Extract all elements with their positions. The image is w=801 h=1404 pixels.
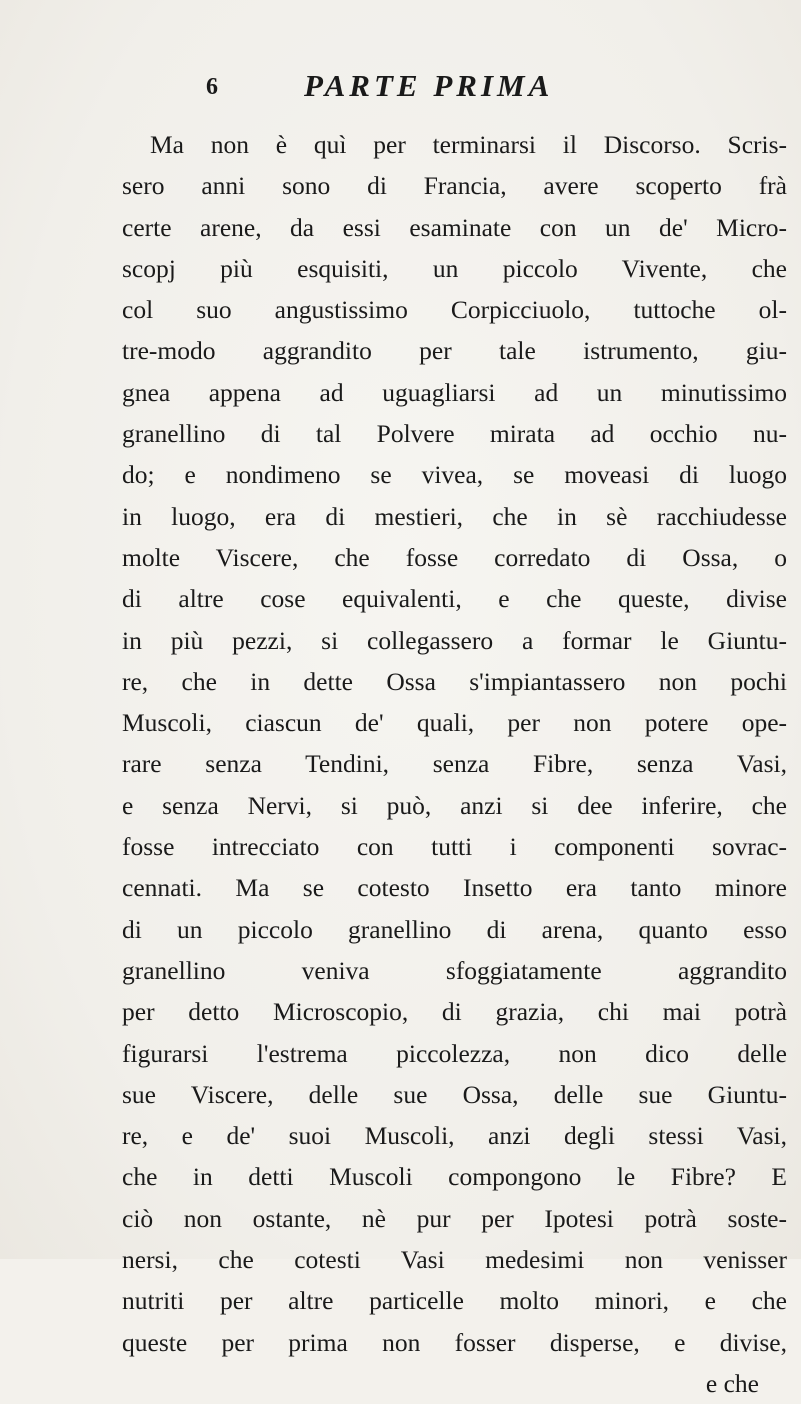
text-line: queste per prima non fosser disperse, e divise, bbox=[122, 1327, 787, 1357]
body-text bbox=[122, 124, 787, 1404]
text-line: re, e de' suoi Muscoli, anzi degli stessi Vasi, bbox=[122, 1121, 787, 1151]
text-line: Muscoli, ciascun de' quali, per non potere ope- bbox=[122, 708, 787, 738]
text-line: in più pezzi, si collegassero a formar le Giuntu- bbox=[122, 625, 787, 655]
page-header bbox=[0, 66, 801, 106]
text-line: do; e nondimeno se vivea, se moveasi di luogo bbox=[122, 460, 787, 490]
text-line: sue Viscere, delle sue Ossa, delle sue Giuntu- bbox=[122, 1079, 787, 1109]
text-line: Ma non è quì per terminarsi il Discorso. Scris- bbox=[150, 130, 787, 159]
text-line: certe arene, da essi esaminate con un de' Micro- bbox=[122, 212, 787, 242]
text-line: tre-modo aggrandito per tale istrumento, giu- bbox=[122, 336, 787, 366]
text-line: granellino di tal Polvere mirata ad occhio nu- bbox=[122, 419, 787, 449]
text-line: sero anni sono di Francia, avere scoperto frà bbox=[122, 171, 787, 201]
text-line: scopj più esquisiti, un piccolo Vivente, che bbox=[122, 253, 787, 283]
page-number: 6 bbox=[206, 74, 218, 100]
text-line: re, che in dette Ossa s'impiantassero non pochi bbox=[122, 666, 787, 696]
text-line: che in detti Muscoli compongono le Fibre? E bbox=[122, 1162, 787, 1192]
text-line: gnea appena ad uguagliarsi ad un minutissimo bbox=[122, 377, 787, 407]
text-line: di altre cose equivalenti, e che queste, divise bbox=[122, 584, 787, 614]
text-line: col suo angustissimo Corpicciuolo, tuttoche ol- bbox=[122, 295, 787, 325]
text-line: ciò non ostante, nè pur per Ipotesi potrà soste- bbox=[122, 1203, 787, 1233]
text-line: e senza Nervi, si può, anzi si dee inferire, che bbox=[122, 790, 787, 820]
text-line: nutriti per altre particelle molto minori, e che bbox=[122, 1286, 787, 1316]
text-line: di un piccolo granellino di arena, quanto esso bbox=[122, 914, 787, 944]
text-line: figurarsi l'estrema piccolezza, non dico delle bbox=[122, 1038, 787, 1068]
text-line: per detto Microscopio, di grazia, chi mai potrà bbox=[122, 997, 787, 1027]
text-line: cennati. Ma se cotesto Insetto era tanto minore bbox=[122, 873, 787, 903]
text-line: granellino veniva sfoggiatamente aggrandito bbox=[122, 955, 787, 985]
text-line: fosse intrecciato con tutti i componenti sovrac- bbox=[122, 832, 787, 862]
running-head: PARTE PRIMA bbox=[304, 68, 554, 103]
text-line: in luogo, era di mestieri, che in sè racchiudesse bbox=[122, 501, 787, 531]
text-line: molte Viscere, che fosse corredato di Ossa, o bbox=[122, 542, 787, 572]
text-line: rare senza Tendini, senza Fibre, senza Vasi, bbox=[122, 749, 787, 779]
catchword: e che bbox=[705, 1368, 759, 1398]
text-line: nersi, che cotesti Vasi medesimi non venisser bbox=[122, 1245, 787, 1275]
